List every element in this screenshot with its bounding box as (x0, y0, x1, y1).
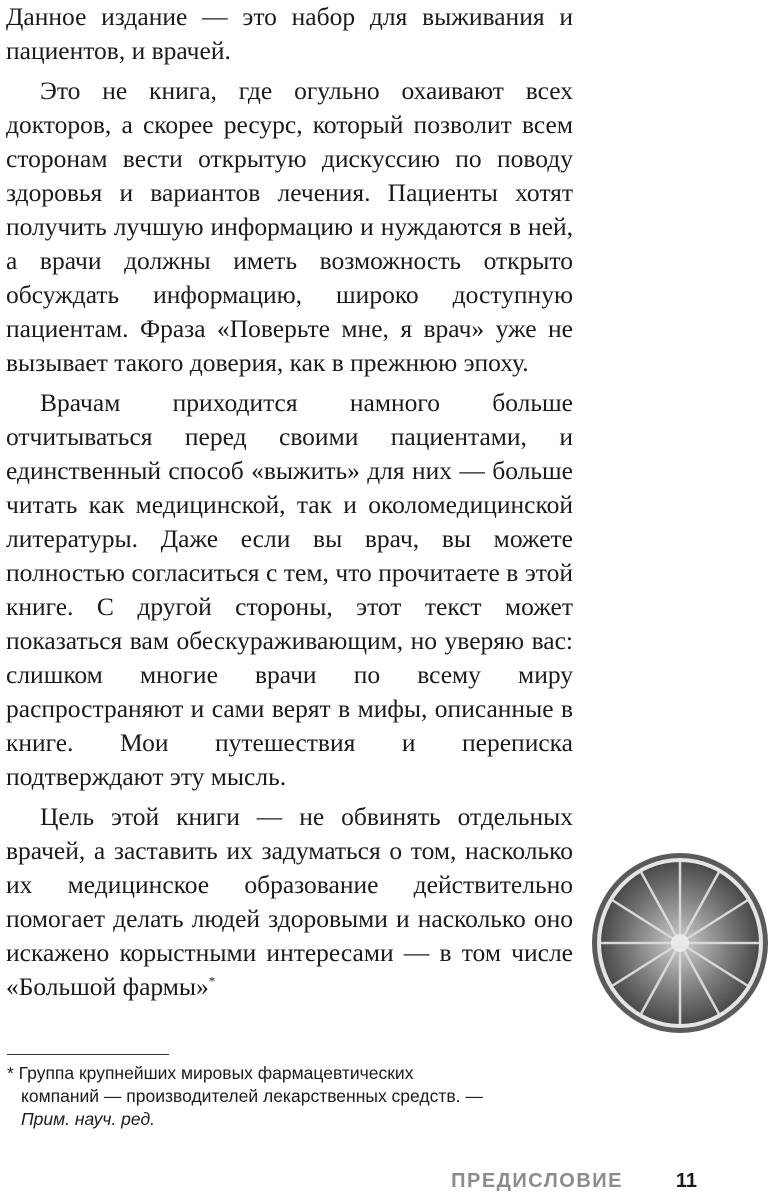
paragraph-1: Данное издание — это набор для выживания и пациентов, и врачей. (6, 2, 573, 65)
footnote-line-2: компаний — производителей лекарственных средств. — (21, 1086, 483, 1106)
paragraph-4-text: Цель этой книги — не обвинять отдельных врачей, а заставить их задуматься о том, насколько их медицинское образование действительно помогает делать людей здоровыми и насколько оно искажено корыстными интересами — в том числе «Большой фармы» (6, 802, 573, 1001)
paragraph-2: Это не книга, где огульно охаивают всех докторов, а скорее ресурс, который позволит всем сторонам вести открытую дискуссию по поводу здоровья и вариантов лечения. Пациенты хотят получить лучшую информацию и нуждаются в ней, а врачи должны иметь возможность открыто обсуждать информацию, широко доступную пациентам. Фраза «Поверьте мне, я врач» уже не вызывает такого доверия, как в прежнюю эпоху. (6, 76, 573, 377)
footnote-divider (7, 1054, 169, 1055)
footnote (7, 1062, 567, 1131)
page-number: 11 (675, 1170, 697, 1192)
citrus-slice-icon (586, 848, 773, 1038)
paragraph-3: Врачам приходится намного больше отчитываться перед своими пациентами, и единственный способ «выжить» для них — больше читать как медицинской, так и околомедицинской литературы. Даже если вы врач, вы можете полностью согласиться с тем, что прочитаете в этой книге. С другой стороны, этот текст может показаться вам обескураживающим, но уверяю вас: слишком многие врачи по всему миру распространяют и сами верят в мифы, описанные в книге. Мои путешествия и переписка подтверждают эту мысль. (6, 388, 573, 791)
footnote-marker: * (208, 973, 216, 989)
paragraph-4 (6, 800, 573, 1004)
footnote-editor-note: Прим. науч. ред. (21, 1109, 155, 1129)
body-text (6, 0, 573, 1004)
running-head: ПРЕДИСЛОВИЕ (451, 1170, 623, 1192)
footnote-note (7, 1108, 567, 1131)
footnote-line-1: * Группа крупнейших мировых фармацевтических (7, 1063, 414, 1083)
